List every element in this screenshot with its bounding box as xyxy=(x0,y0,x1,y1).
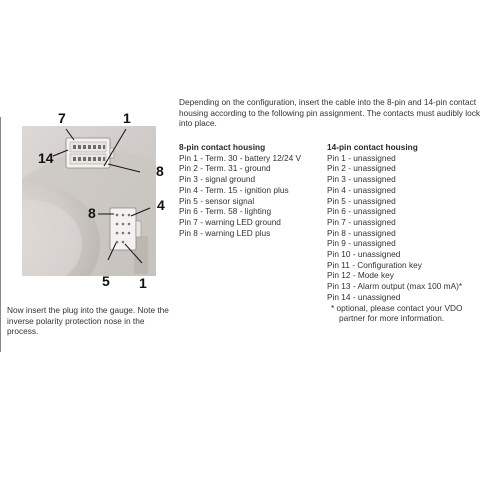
footnote-line-1: * optional, please contact your VDO xyxy=(331,302,463,313)
pin-assignment-14-4: Pin 4 - unassigned xyxy=(327,184,396,195)
pin-assignment-8-4: Pin 4 - Term. 15 - ignition plus xyxy=(179,184,289,195)
pin-assignment-8-2: Pin 2 - Term. 31 - ground xyxy=(179,163,271,174)
callout-label-7: 7 xyxy=(58,110,66,126)
callout-label-8-top: 8 xyxy=(156,163,164,179)
housing-14pin-section xyxy=(327,142,497,324)
callout-label-5: 5 xyxy=(102,273,110,289)
pin-assignment-14-11: Pin 11 - Configuration key xyxy=(327,259,422,270)
intro-instructions xyxy=(179,97,489,129)
pin-assignment-8-7: Pin 7 - warning LED ground xyxy=(179,216,281,227)
plug-insertion-note xyxy=(7,305,177,337)
connector-14pin xyxy=(66,138,114,168)
pin-assignment-14-3: Pin 3 - unassigned xyxy=(327,174,396,185)
pin-assignment-8-5: Pin 5 - sensor signal xyxy=(179,195,255,206)
pin-assignment-14-12: Pin 12 - Mode key xyxy=(327,270,394,281)
callout-label-1-bottom: 1 xyxy=(139,275,147,291)
housing-8pin-section xyxy=(179,142,329,238)
pin-assignment-14-9: Pin 9 - unassigned xyxy=(327,238,396,249)
left-margin-rule xyxy=(0,117,1,352)
intro-text: Depending on the configuration, insert the cable into the 8-pin and 14-pin contact housing according to the following pin assignment. The contacts must audibly lock into place. xyxy=(179,97,481,129)
callout-label-1-top: 1 xyxy=(123,110,131,126)
pin-assignment-14-6: Pin 6 - unassigned xyxy=(327,206,396,217)
gauge-connector-photo xyxy=(22,126,156,276)
connector-8pin xyxy=(110,208,141,250)
pin-assignment-14-5: Pin 5 - unassigned xyxy=(327,195,396,206)
alarm-output-footnote xyxy=(327,303,497,324)
pin-assignment-14-14: Pin 14 - unassigned xyxy=(327,291,401,302)
pin-assignment-14-13: Pin 13 - Alarm output (max 100 mA)* xyxy=(327,281,463,292)
polarity-protection-nose xyxy=(136,221,141,237)
pin-assignment-8-6: Pin 6 - Term. 58 - lighting xyxy=(179,206,272,217)
pin-assignment-8-3: Pin 3 - signal ground xyxy=(179,174,256,185)
gauge-back-illustration xyxy=(22,126,156,276)
pin-assignment-14-10: Pin 10 - unassigned xyxy=(327,249,401,260)
callout-label-14: 14 xyxy=(38,150,54,166)
plug-insertion-text: Now insert the plug into the gauge. Note the inverse polarity protection nose in the process. xyxy=(7,305,169,337)
callout-label-8-lower: 8 xyxy=(88,205,96,221)
pin-assignment-14-8: Pin 8 - unassigned xyxy=(327,227,396,238)
pin-assignment-14-2: Pin 2 - unassigned xyxy=(327,163,396,174)
pin-assignment-8-8: Pin 8 - warning LED plus xyxy=(179,227,271,238)
housing-14pin-list xyxy=(327,153,497,303)
housing-8pin-list xyxy=(179,153,329,239)
housing-14pin-title: 14-pin contact housing xyxy=(327,142,418,152)
callout-label-4: 4 xyxy=(157,197,165,213)
pin-assignment-14-1: Pin 1 - unassigned xyxy=(327,152,396,163)
pin-assignment-8-1: Pin 1 - Term. 30 - battery 12/24 V xyxy=(179,152,302,163)
pin-assignment-14-7: Pin 7 - unassigned xyxy=(327,216,396,227)
footnote-line-2: partner for more information. xyxy=(339,313,445,324)
housing-8pin-title: 8-pin contact housing xyxy=(179,142,266,152)
